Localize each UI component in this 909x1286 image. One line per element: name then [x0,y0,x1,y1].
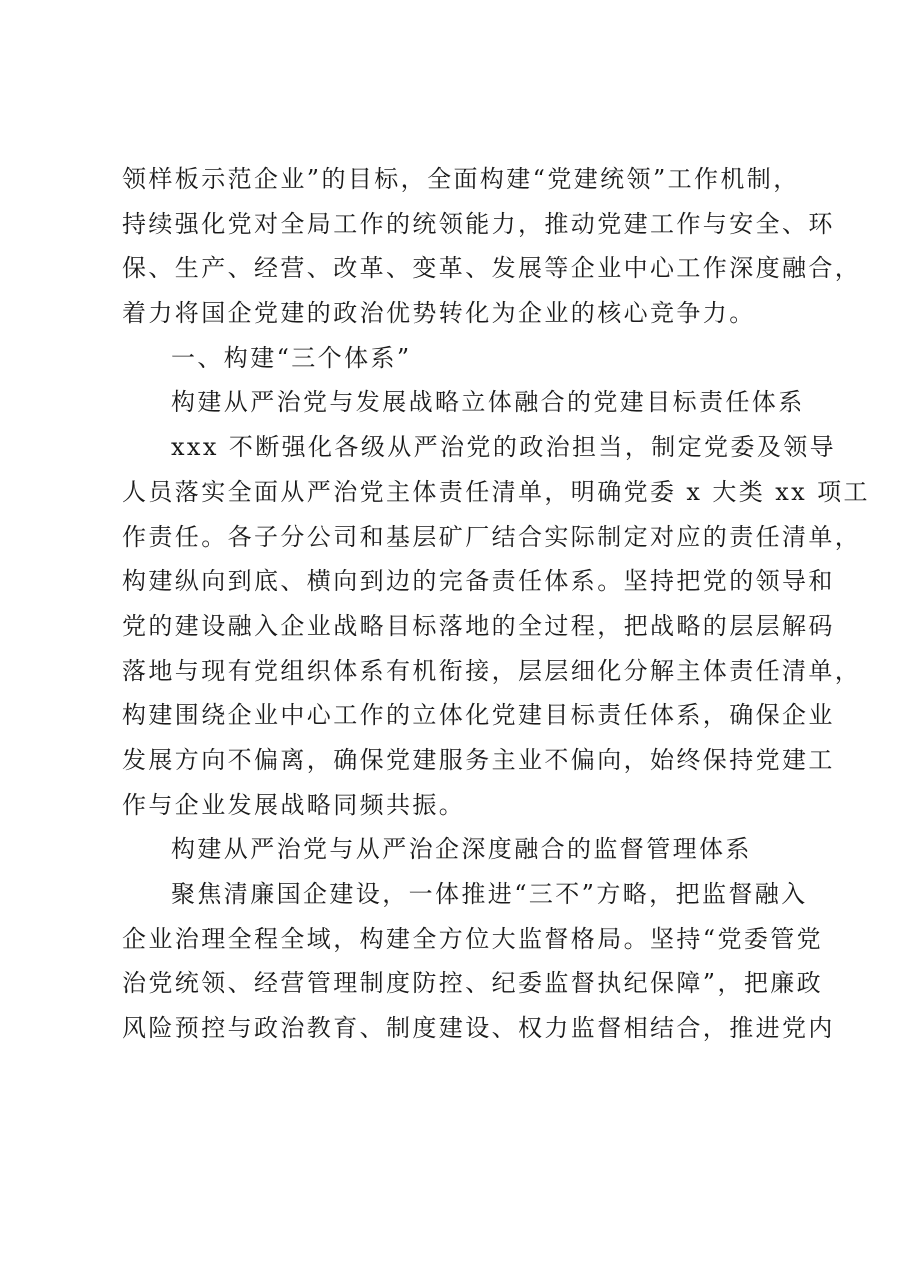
text-line: 持续强化党对全局工作的统领能力，推动党建工作与安全、环 [122,209,835,238]
text-line: 着力将国企党建的政治优势转化为企业的核心竞争力。 [122,299,756,328]
text-line: xxx 不断强化各级从严治党的政治担当，制定党委及领导 [171,433,837,462]
text-line: 构建围绕企业中心工作的立体化党建目标责任体系，确保企业 [122,701,835,730]
text-line: 企业治理全程全域，构建全方位大监督格局。坚持“党委管党 [122,924,824,953]
text-line: 构建纵向到底、横向到边的完备责任体系。坚持把党的领导和 [122,567,835,596]
text-line: 风险预控与政治教育、制度建设、权力监督相结合，推进党内 [122,1014,835,1043]
text-line: 领样板示范企业”的目标，全面构建“党建统领”工作机制， [122,165,800,193]
subsection-heading: 构建从严治党与从严治企深度融合的监督管理体系 [171,835,752,864]
text-line: 聚焦清廉国企建设，一体推进“三不”方略，把监督融入 [171,880,808,908]
text-line: 人员落实全面从严治党主体责任清单，明确党委 x 大类 xx 项工 [122,477,870,506]
text-line: 治党统领、经营管理制度防控、纪委监督执纪保障”，把廉政 [122,969,824,998]
section-heading: 一、构建“三个体系” [171,343,412,372]
text-line: 党的建设融入企业战略目标落地的全过程，把战略的层层解码 [122,611,835,640]
text-line: 作与企业发展战略同频共振。 [122,790,466,819]
subsection-heading: 构建从严治党与发展战略立体融合的党建目标责任体系 [171,388,805,417]
text-line: 落地与现有党组织体系有机衔接，层层细化分解主体责任清单， [122,656,862,685]
text-line: 发展方向不偏离，确保党建服务主业不偏向，始终保持党建工 [122,745,835,774]
document-body [122,157,870,1051]
text-line: 保、生产、经营、改革、变革、发展等企业中心工作深度融合， [122,254,862,283]
text-line: 作责任。各子分公司和基层矿厂结合实际制定对应的责任清单， [122,522,862,551]
